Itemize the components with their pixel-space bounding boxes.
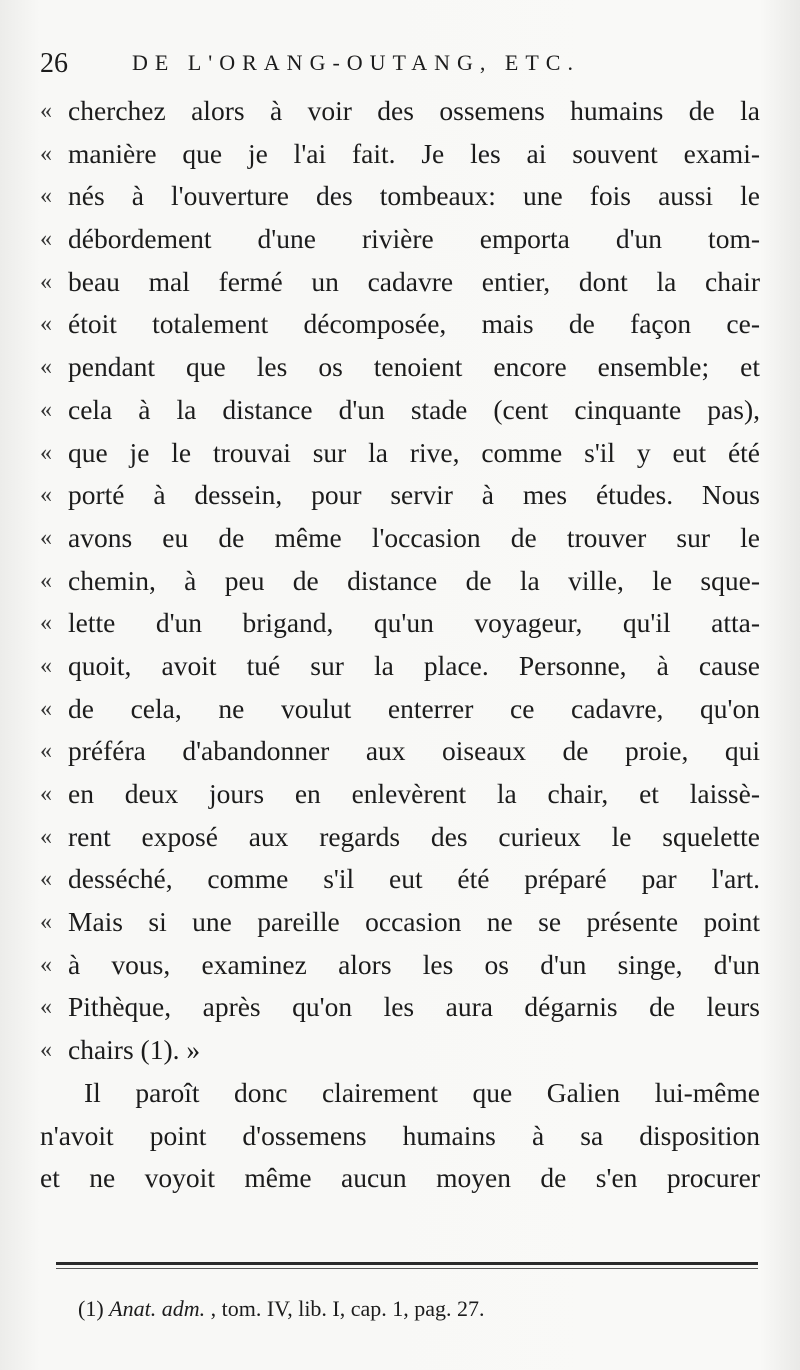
running-title: DE L'ORANG-OUTANG, ETC.: [132, 50, 580, 75]
quoted-line: « manière que je l'ai fait. Je les ai souvent exami-: [40, 133, 760, 176]
quoted-line: « pendant que les os tenoient encore ensemble; et: [40, 346, 760, 389]
quoted-line: « lette d'un brigand, qu'un voyageur, qu'il atta-: [40, 602, 760, 645]
footnote-marker: (1): [78, 1296, 104, 1321]
quoted-line: « de cela, ne voulut enterrer ce cadavre, qu'on: [40, 688, 760, 731]
quoted-line: « chairs (1). »: [40, 1029, 760, 1072]
paragraph-line: et ne voyoit même aucun moyen de s'en procurer: [40, 1162, 760, 1194]
footnote-reference: , tom. IV, lib. I, cap. 1, pag. 27.: [210, 1296, 485, 1321]
quoted-line: « cela à la distance d'un stade (cent cinquante pas),: [40, 389, 760, 432]
quoted-line: « chemin, à peu de distance de la ville, le sque-: [40, 560, 760, 603]
quoted-line: « beau mal fermé un cadavre entier, dont la chair: [40, 261, 760, 304]
paragraph-line: Il paroît donc clairement que Galien lui-même: [84, 1076, 760, 1108]
page-number: 26: [40, 48, 68, 79]
quoted-line: « débordement d'une rivière emporta d'un tom-: [40, 218, 760, 261]
quoted-line: « Mais si une pareille occasion ne se présente point: [40, 901, 760, 944]
paragraph: [40, 1072, 760, 1200]
quoted-line: « rent exposé aux regards des curieux le squelette: [40, 816, 760, 859]
quoted-line: « avons eu de même l'occasion de trouver sur le: [40, 517, 760, 560]
page-header: [40, 48, 680, 88]
quoted-line: « nés à l'ouverture des tombeaux: une fois aussi le: [40, 175, 760, 218]
quoted-line: « que je le trouvai sur la rive, comme s'il y eut été: [40, 432, 760, 475]
quoted-line: « desséché, comme s'il eut été préparé par l'art.: [40, 858, 760, 901]
footnote-work-title: Anat. adm.: [109, 1296, 206, 1321]
quoted-line: « Pithèque, après qu'on les aura dégarnis de leurs: [40, 986, 760, 1029]
quoted-line: « cherchez alors à voir des ossemens humains de la: [40, 90, 760, 133]
quoted-line: « étoit totalement décomposée, mais de façon ce-: [40, 303, 760, 346]
quoted-passage: [40, 90, 760, 1072]
quoted-line: « préféra d'abandonner aux oiseaux de proie, qui: [40, 730, 760, 773]
paragraph-line: n'avoit point d'ossemens humains à sa disposition: [40, 1119, 760, 1151]
page-body: [40, 90, 760, 1200]
footnote: [78, 1296, 718, 1322]
quoted-line: « porté à dessein, pour servir à mes études. Nous: [40, 474, 760, 517]
footnote-rule: [56, 1262, 758, 1265]
quoted-line: « en deux jours en enlevèrent la chair, et laissè-: [40, 773, 760, 816]
quoted-line: « quoit, avoit tué sur la place. Personne, à cause: [40, 645, 760, 688]
footnote-rule-thin: [56, 1268, 758, 1269]
quoted-line: « à vous, examinez alors les os d'un singe, d'un: [40, 944, 760, 987]
